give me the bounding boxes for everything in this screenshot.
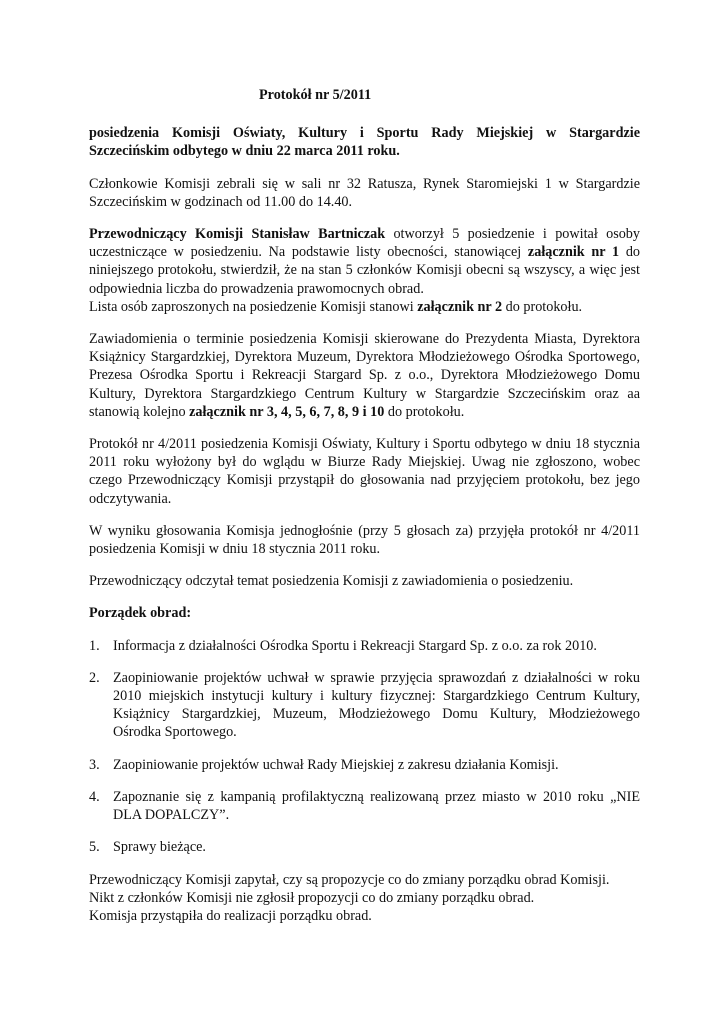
paragraph-opening — [89, 225, 640, 298]
paragraph-vote-result: W wyniku głosowania Komisja jednogłośnie (przy 5 głosach za) przyjęła protokół nr 4/2011 posiedzenia Komisji w dniu 18 stycznia 2011 roku. — [89, 522, 640, 558]
document-title: Protokół nr 5/2011 — [259, 87, 372, 103]
closing-line: Przewodniczący Komisji zapytał, czy są propozycje co do zmiany porządku obrad Komisji. — [89, 871, 610, 888]
closing-line: Komisja przystąpiła do realizacji porządku obrad. — [89, 907, 372, 924]
agenda-heading: Porządek obrad: — [89, 605, 192, 622]
invited-text-b: do protokołu. — [502, 298, 583, 315]
agenda-item-text: Informacja z działalności Ośrodka Sportu i Rekreacji Stargard Sp. z o.o. za rok 2010. — [113, 637, 597, 654]
paragraph-notifications — [89, 330, 640, 421]
agenda-item — [89, 838, 640, 856]
invited-text-a: Lista osób zaproszonych na posiedzenie Komisji stanowi — [89, 298, 418, 315]
agenda-item-number: 1. — [89, 637, 100, 654]
closing-block — [89, 871, 640, 926]
notifications-text-a: Zawiadomienia o terminie posiedzenia Komisji skierowane do Prezydenta Miasta, Dyrektora Książnicy Stargardzkiej, Dyrektora Muzeum, Dyrektora Młodzieżowego Ośrodka Sportowego, Prezesa Ośrodka Sportu i Rekreacji Stargard Sp. z o.o., Dyrektora Młodzieżowego Domu Kultury, Dyrektora Stargardzkiego Centrum Kultury w Stargardzie Szczecińskim oraz aa stanowią kolejno — [89, 331, 640, 420]
document-page — [89, 86, 640, 925]
agenda-item — [89, 756, 640, 774]
attachment-2-ref: załącznik nr 2 — [417, 298, 503, 315]
attachment-1-ref: załącznik nr 1 — [527, 244, 620, 261]
agenda-item-number: 2. — [89, 669, 100, 686]
document-subtitle: posiedzenia Komisji Oświaty, Kultury i Sportu Rady Miejskiej w Stargardzie Szczecińskim odbytego w dniu 22 marca 2011 roku. — [89, 125, 640, 160]
paragraph-previous-protocol: Protokół nr 4/2011 posiedzenia Komisji Oświaty, Kultury i Sportu odbytego w dniu 18 stycznia 2011 roku wyłożony był do wglądu w Biurze Rady Miejskiej. Uwag nie zgłoszono, wobec czego Przewodniczący Komisji przystąpił do głosowania nad przyjęciem protokołu, bez jego odczytywania. — [89, 436, 640, 507]
agenda-item-text: Zaopiniowanie projektów uchwał Rady Miejskiej z zakresu działania Komisji. — [113, 756, 559, 773]
paragraph-topic: Przewodniczący odczytał temat posiedzenia Komisji z zawiadomienia o posiedzeniu. — [89, 573, 574, 590]
agenda-item-number: 5. — [89, 839, 100, 856]
agenda-item — [89, 637, 640, 655]
agenda-list — [89, 637, 640, 857]
attachments-3-10-ref: załącznik nr 3, 4, 5, 6, 7, 8, 9 i 10 — [189, 403, 385, 420]
paragraph-invited — [89, 298, 640, 316]
agenda-item-text: Zapoznanie się z kampanią profilaktyczną realizowaną przez miasto w 2010 roku „NIE DLA DOPALCZY”. — [113, 788, 640, 824]
opening-text-a: otworzył 5 posiedzenie i powitał osoby uczestniczące w posiedzeniu. Na podstawie listy obecności, stanowiącej — [89, 226, 640, 261]
agenda-item-number: 3. — [89, 756, 100, 773]
agenda-item-text: Sprawy bieżące. — [113, 839, 206, 856]
agenda-item-text: Zaopiniowanie projektów uchwał w sprawie przyjęcia sprawozdań z działalności w roku 2010 miejskich instytucji kultury i kultury fizycznej: Stargardzkiego Centrum Kultury, Książnicy Stargardzkiej, Muzeum, Młodzieżowego Domu Kultury, Młodzieżowego Ośrodka Sportowego. — [113, 669, 640, 741]
agenda-item — [89, 669, 640, 742]
opening-text-b: do niniejszego protokołu, stwierdził, że na stan 5 członków Komisji obecni są wszyscy, a więc jest odpowiednia liczba do prowadzenia prawomocnych obrad. — [89, 244, 641, 297]
chairman-name: Przewodniczący Komisji Stanisław Bartniczak — [89, 226, 386, 243]
agenda-item — [89, 788, 640, 824]
closing-line: Nikt z członków Komisji nie zgłosił propozycji co do zmiany porządku obrad. — [89, 889, 535, 906]
paragraph-meeting-location: Członkowie Komisji zebrali się w sali nr 32 Ratusza, Rynek Staromiejski 1 w Stargardzie Szczecińskim w godzinach od 11.00 do 14.40. — [89, 175, 640, 210]
notifications-text-b: do protokołu. — [384, 403, 465, 420]
agenda-item-number: 4. — [89, 788, 100, 805]
